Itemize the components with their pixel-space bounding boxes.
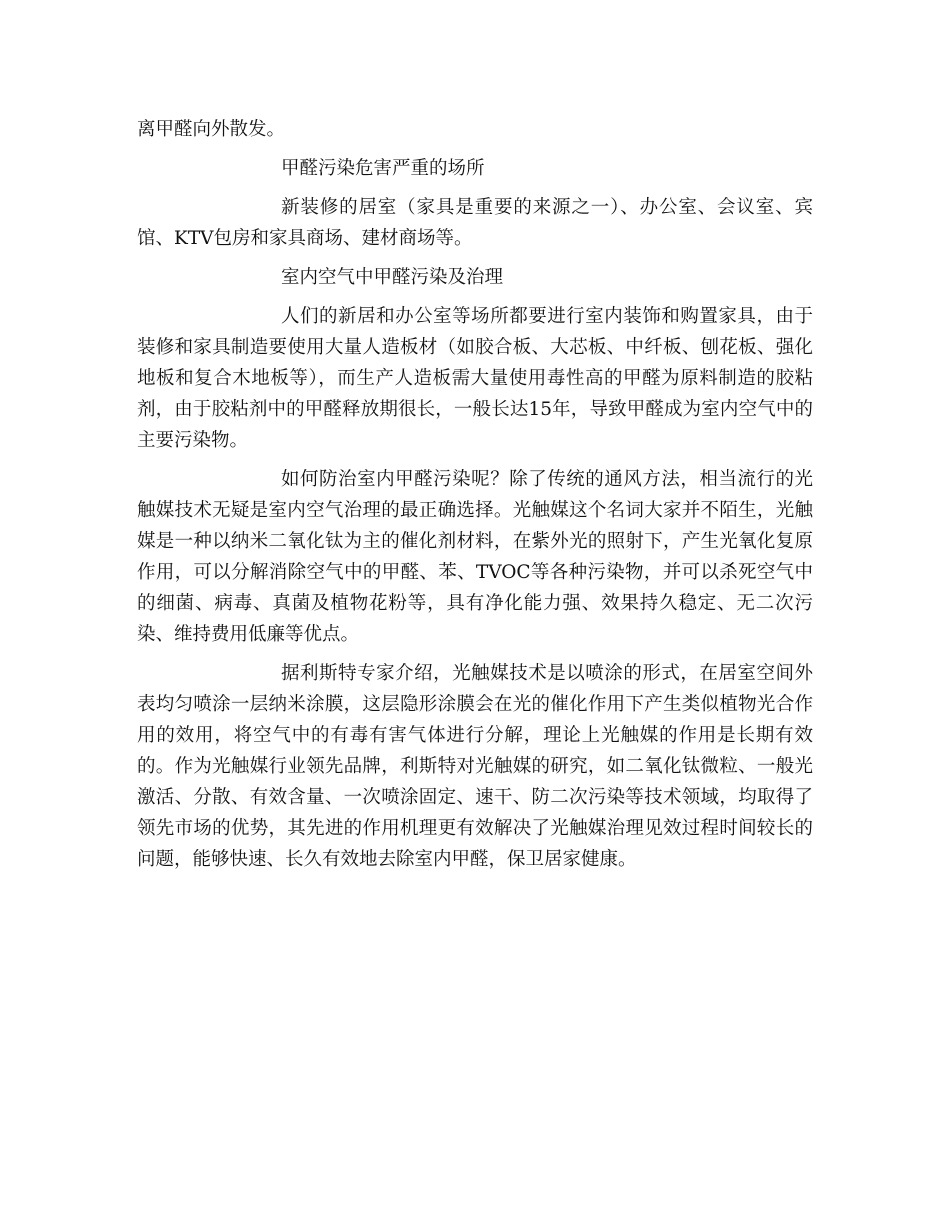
paragraph-expert-intro: 据利斯特专家介绍，光触媒技术是以喷涂的形式，在居室空间外表均匀喷涂一层纳米涂膜，这层隐形涂膜会在光的催化作用下产生类似植物光合作用的效用，将空气中的有毒有害气体进行分解，理论上光触媒的作用是长期有效的。作为光触媒行业领先品牌，利斯特对光触媒的研究，如二氧化钛微粒、一般光激活、分散、有效含量、一次喷涂固定、速干、防二次污染等技术领域，均取得了领先市场的优势，其先进的作用机理更有效解决了光触媒治理见效过程时间较长的问题，能够快速、长久有效地去除室内甲醛，保卫居家健康。 [137,663,813,870]
document-body [137,114,813,875]
section-heading-indoor-formaldehyde: 室内空气中甲醛污染及治理 [281,267,504,288]
paragraph-pollution-sites: 新装修的居室（家具是重要的来源之一）、办公室、会议室、宾馆、KTV包房和家具商场、建材商场等。 [137,197,813,249]
paragraph-sources: 人们的新居和办公室等场所都要进行室内装饰和购置家具，由于装修和家具制造要使用大量人造板材（如胶合板、大芯板、中纤板、刨花板、强化地板和复合木地板等），而生产人造板需大量使用毒性高的甲醛为原料制造的胶粘剂，由于胶粘剂中的甲醛释放期很长，一般长达15年，导致甲醛成为室内空气中的主要污染物。 [137,306,813,451]
paragraph-photocatalyst: 如何防治室内甲醛污染呢？除了传统的通风方法，相当流行的光触媒技术无疑是室内空气治理的最正确选择。光触媒这个名词大家并不陌生，光触媒是一种以纳米二氧化钛为主的催化剂材料，在紫外光的照射下，产生光氧化复原作用，可以分解消除空气中的甲醛、苯、TVOC等各种污染物，并可以杀死空气中的细菌、病毒、真菌及植物花粉等，具有净化能力强、效果持久稳定、无二次污染、维持费用低廉等优点。 [137,469,813,645]
section-heading-pollution-sites: 甲醛污染危害严重的场所 [281,158,485,179]
paragraph-continuation: 离甲醛向外散发。 [137,119,286,140]
